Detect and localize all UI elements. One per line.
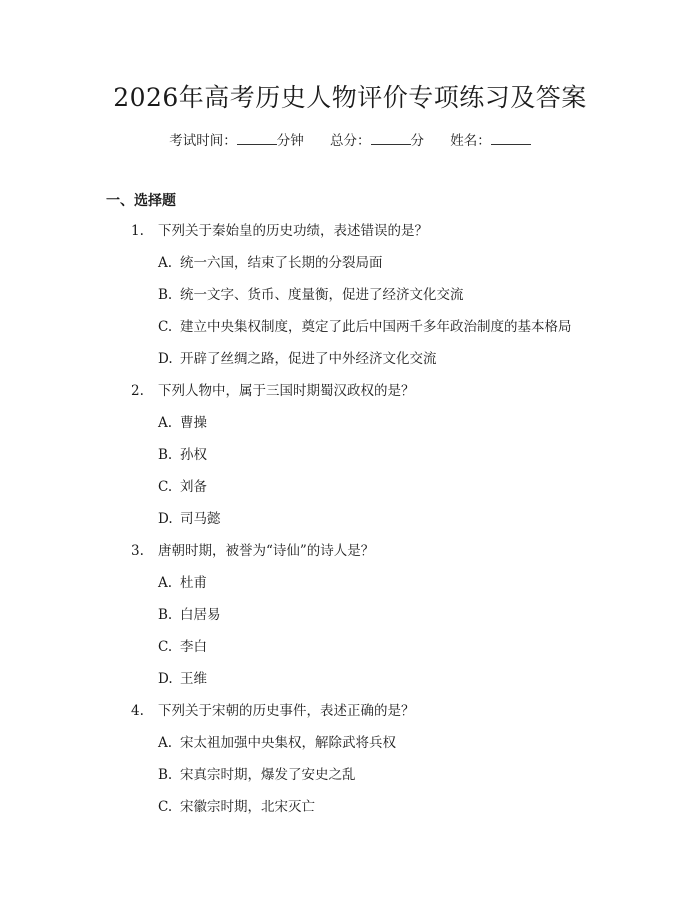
option-text: 刘备 <box>180 479 207 495</box>
option-letter: C. <box>158 319 173 335</box>
section-heading: 一、选择题 <box>106 193 176 209</box>
question-number: 2. <box>131 383 144 399</box>
option-text: 王维 <box>180 671 207 687</box>
name-label: 姓名： <box>450 133 491 149</box>
option-list <box>0 572 700 700</box>
answer-option <box>0 508 700 540</box>
answer-option <box>0 604 700 636</box>
option-text: 李白 <box>180 639 207 655</box>
answer-option <box>0 412 700 444</box>
answer-option <box>0 796 700 828</box>
option-letter: C. <box>158 479 173 495</box>
question-stem <box>0 700 700 732</box>
exam-time-label: 考试时间： <box>169 133 237 149</box>
question-stem <box>0 380 700 412</box>
option-list <box>0 252 700 380</box>
question-number: 3. <box>131 543 144 559</box>
exam-time-blank <box>237 132 277 145</box>
question-item <box>0 540 700 700</box>
answer-option <box>0 764 700 796</box>
option-letter: D. <box>158 511 173 527</box>
answer-option <box>0 284 700 316</box>
answer-option <box>0 444 700 476</box>
question-text: 下列关于宋朝的历史事件，表述正确的是？ <box>158 703 415 719</box>
option-text: 宋太祖加强中央集权，解除武将兵权 <box>180 735 396 751</box>
option-letter: B. <box>158 287 173 303</box>
option-text: 曹操 <box>180 415 207 431</box>
total-score-field <box>330 131 424 151</box>
name-field <box>450 131 531 151</box>
option-text: 宋徽宗时期，北宋灭亡 <box>180 799 315 815</box>
total-score-label: 总分： <box>330 133 371 149</box>
exam-time-field <box>169 131 304 151</box>
total-score-blank <box>371 132 411 145</box>
answer-option <box>0 476 700 508</box>
question-text: 唐朝时期，被誉为“诗仙”的诗人是？ <box>158 543 375 559</box>
option-letter: D. <box>158 671 173 687</box>
option-letter: C. <box>158 639 173 655</box>
option-text: 统一六国，结束了长期的分裂局面 <box>180 255 383 271</box>
option-letter: C. <box>158 799 173 815</box>
option-text: 司马懿 <box>180 511 221 527</box>
answer-option <box>0 572 700 604</box>
question-list <box>0 220 700 828</box>
answer-option <box>0 668 700 700</box>
option-letter: D. <box>158 351 173 367</box>
option-letter: B. <box>158 607 173 623</box>
option-list <box>0 732 700 828</box>
question-item <box>0 220 700 380</box>
name-blank <box>491 132 531 145</box>
option-letter: A. <box>158 575 173 591</box>
answer-option <box>0 348 700 380</box>
option-text: 宋真宗时期，爆发了安史之乱 <box>180 767 356 783</box>
option-list <box>0 412 700 540</box>
option-letter: B. <box>158 767 173 783</box>
answer-option <box>0 636 700 668</box>
question-stem <box>0 220 700 252</box>
page-title: 2026年高考历史人物评价专项练习及答案 <box>113 83 587 112</box>
option-text: 杜甫 <box>180 575 207 591</box>
question-item <box>0 380 700 540</box>
option-text: 统一文字、货币、度量衡，促进了经济文化交流 <box>180 287 464 303</box>
option-letter: B. <box>158 447 173 463</box>
option-text: 建立中央集权制度，奠定了此后中国两千多年政治制度的基本格局 <box>180 319 572 335</box>
option-letter: A. <box>158 415 173 431</box>
option-text: 孙权 <box>180 447 207 463</box>
question-text: 下列关于秦始皇的历史功绩，表述错误的是？ <box>158 223 428 239</box>
question-number: 4. <box>131 703 144 719</box>
option-letter: A. <box>158 735 173 751</box>
option-text: 白居易 <box>180 607 221 623</box>
option-letter: A. <box>158 255 173 271</box>
exam-info-line <box>0 131 700 151</box>
total-score-unit: 分 <box>410 133 424 149</box>
question-item <box>0 700 700 828</box>
answer-option <box>0 252 700 284</box>
exam-time-unit: 分钟 <box>276 133 304 149</box>
option-text: 开辟了丝绸之路，促进了中外经济文化交流 <box>180 351 437 367</box>
question-text: 下列人物中，属于三国时期蜀汉政权的是？ <box>158 383 415 399</box>
question-number: 1. <box>131 223 144 239</box>
answer-option <box>0 316 700 348</box>
answer-option <box>0 732 700 764</box>
question-stem <box>0 540 700 572</box>
